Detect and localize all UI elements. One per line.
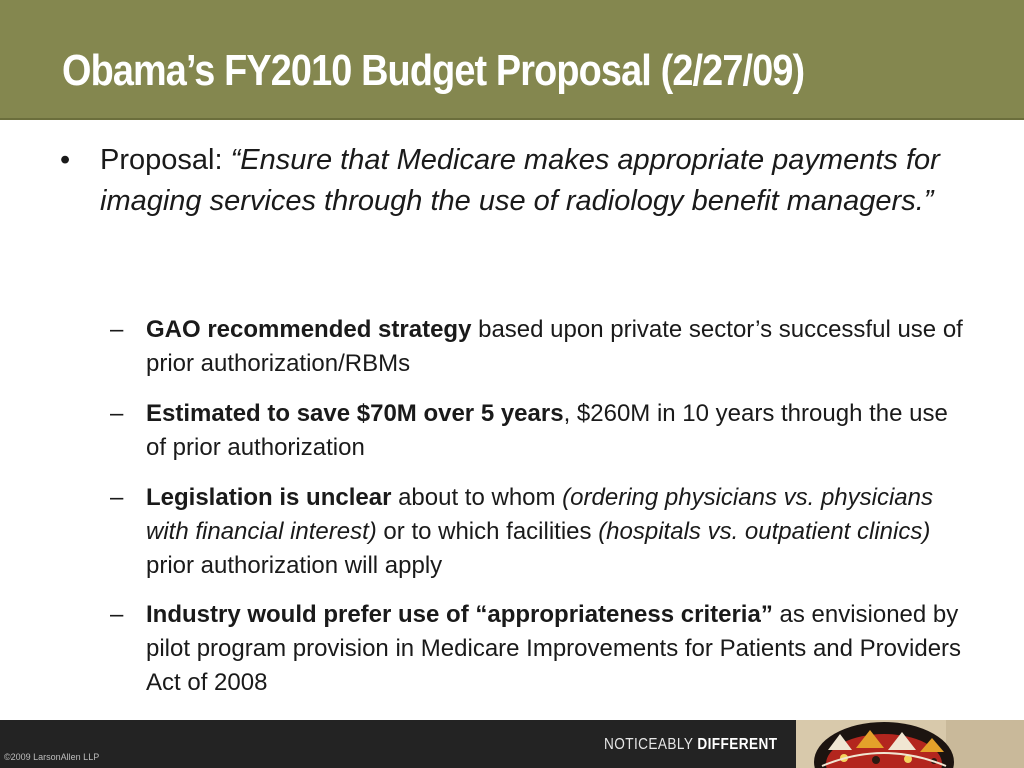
bold-lead: Legislation is unclear bbox=[146, 484, 392, 511]
sub-bullet-industry bbox=[110, 598, 970, 700]
body-text: about to whom bbox=[391, 484, 563, 511]
sub-bullet-text bbox=[146, 598, 970, 700]
body-text: prior authorization will apply bbox=[146, 552, 443, 579]
sub-bullet-savings bbox=[110, 397, 970, 465]
main-bullet bbox=[60, 140, 940, 222]
body-text: or to which facilities bbox=[376, 518, 599, 545]
sub-bullet-text bbox=[146, 481, 970, 583]
dash-marker: – bbox=[110, 601, 124, 628]
body-text: as envisioned by pilot program provision in Medicare Improvements for Patients and Providers Act of 2008 bbox=[146, 601, 962, 696]
bold-lead: GAO recommended strategy bbox=[146, 316, 472, 343]
sub-bullet-text bbox=[146, 397, 970, 465]
italic-note: (hospitals vs. outpatient clinics) bbox=[598, 518, 931, 545]
bullet-marker: • bbox=[60, 144, 71, 176]
brand-tagline bbox=[604, 736, 777, 754]
slide-title: Obama’s FY2010 Budget Proposal (2/27/09) bbox=[62, 46, 805, 95]
italic-note: (ordering physicians vs. physicians with financial interest) bbox=[146, 484, 933, 545]
sub-bullet-text bbox=[146, 313, 970, 381]
proposal-label: Proposal: bbox=[100, 144, 231, 176]
dash-marker: – bbox=[110, 316, 124, 343]
body-text: , $260M in 10 years through the use of prior authorization bbox=[146, 400, 948, 461]
dash-marker: – bbox=[110, 400, 124, 427]
dash-marker: – bbox=[110, 484, 124, 511]
tagline-bold: DIFFERENT bbox=[697, 736, 778, 753]
sub-bullet-gao bbox=[110, 313, 970, 381]
footer-bar bbox=[0, 720, 1024, 768]
body-text: based upon private sector’s successful use of prior authorization/RBMs bbox=[146, 316, 963, 377]
proposal-quote: “Ensure that Medicare makes appropriate payments for imaging services through the use of radiology benefit managers.” bbox=[100, 144, 940, 217]
decorated-egg-image bbox=[796, 720, 1024, 768]
bold-lead: Industry would prefer use of “appropriateness criteria” bbox=[146, 601, 773, 628]
copyright-text: ©2009 LarsonAllen LLP bbox=[4, 752, 100, 762]
tagline-plain: NOTICEABLY bbox=[604, 736, 698, 753]
main-bullet-text bbox=[100, 140, 940, 222]
bold-lead: Estimated to save $70M over 5 years bbox=[146, 400, 564, 427]
sub-bullet-legislation bbox=[110, 481, 970, 583]
decorative-photo bbox=[796, 720, 1024, 768]
